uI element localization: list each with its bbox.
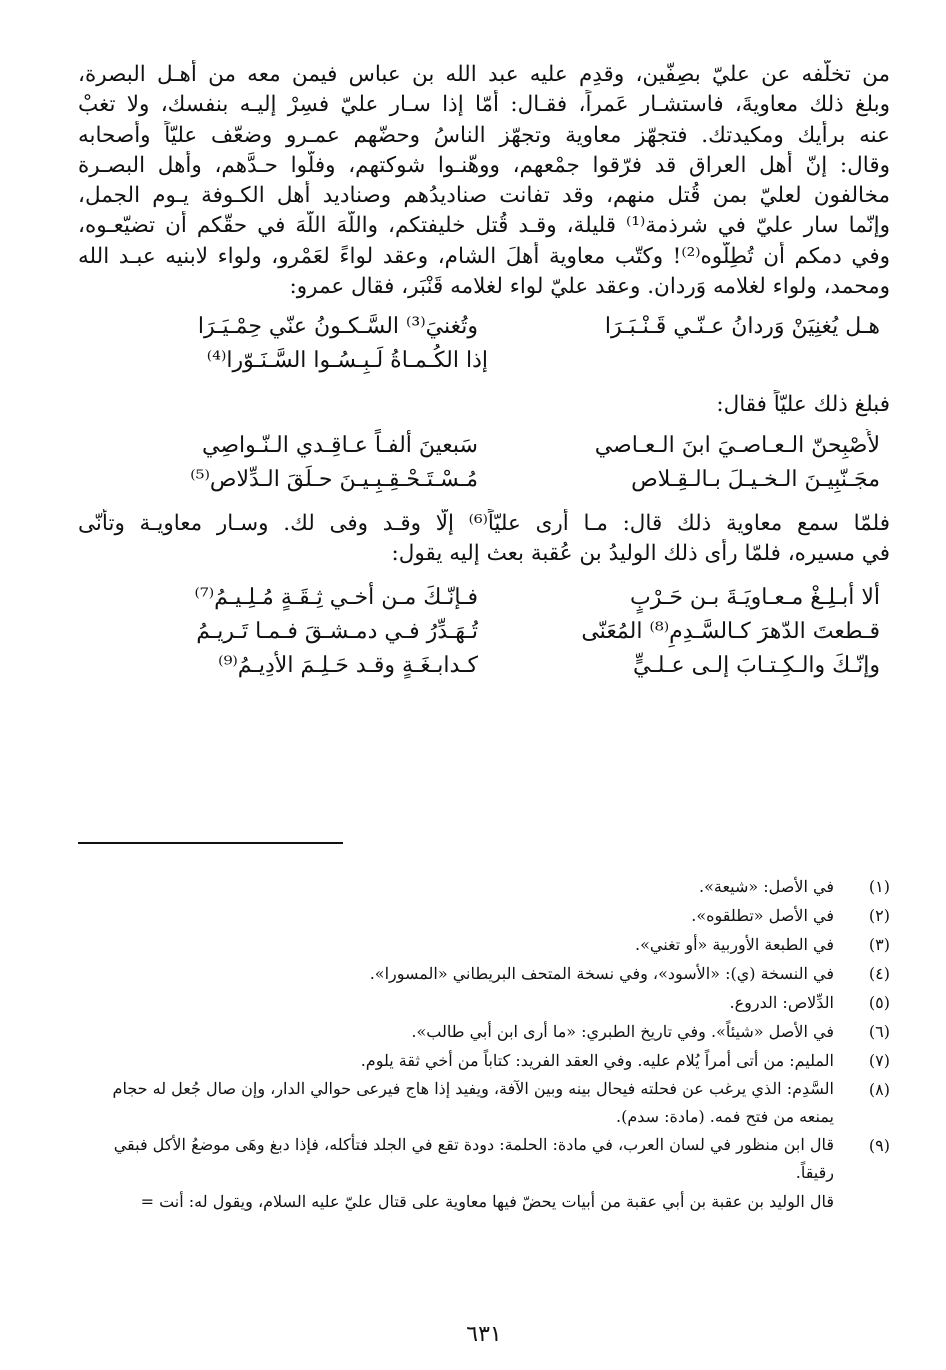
main-text-block-2 [78,390,890,420]
main-text-block-3 [78,509,890,570]
footnote-text: في الأصل «شيئاً». وفي تاريخ الطبري: «ما أرى ابن أبي طالب». [411,1022,834,1041]
text-line: فبلغ ذلك عليّاً فقال: [716,392,890,418]
text-line: عنه برأيك ومكيدتك. فتجهّز معاوية وتجهّز الناسُ وحضّهم عمـرو وضعّف عليّاً وأصحابه [78,122,890,148]
footnote-text: في الأصل «تطلقوه». [691,906,834,925]
verse-second-hemistich: إذا الكُـمـاةُ لَـبِـسُـوا السَّـنَـوّرا⁽⁴⁾ [206,348,488,374]
footnote [78,1017,890,1046]
verse-first-hemistich: ألا أبـلِـغْ مـعـاويَـةَ بـن حَـرْبٍ [630,585,880,611]
footnote-text: في النسخة (ي): «الأسود»، وفي نسخة المتحف البريطاني «المسورا». [369,964,834,983]
footnote [78,988,890,1017]
verse-second-hemistich: تُـهَـدِّرُ فـي دمـشـقَ فـمـا تَـريـمُ [196,619,478,645]
footnote-text: المليم: من أتى أمراً يُلام عليه. وفي العقد الفريد: كتاباً من أخي ثقة يلوم. [360,1051,834,1070]
page-number: ٦٣١ [466,1322,502,1347]
footnote [78,930,890,959]
verse-first-hemistich: قـطعتَ الدّهرَ كـالسَّـدِمِ⁽⁸⁾ المُعَنّى [581,619,880,645]
footnote [78,1131,890,1187]
footnote [78,872,890,901]
verse-line [78,310,890,344]
verse-line [78,344,890,378]
footnote-text: السَّدِم: الذي يرغب عن فحلته فيحال بينه وبين الآفة، ويفيد إذا هاج فيرعى حوالي الدار، وإن صال جُعل له حجام يمنعه من فتح فمه. (مادة: سدم). [112,1079,834,1126]
verse-line [78,581,890,615]
footnote-text: في الأصل: «شيعة». [698,877,834,896]
verse-second-hemistich: وتُغنيَ⁽³⁾ السَّـكـونُ عنّي حِمْـيَـرَا [197,314,478,340]
footnote-number: (٤) [868,964,890,983]
verse-second-hemistich: سَبعينَ ألفـاً عـاقِـدي الـنّـواصِي [202,432,478,458]
main-text-block-1 [78,60,890,302]
footnote-number: (٢) [868,906,890,925]
footnote-number: (٣) [868,935,890,954]
verse-second-hemistich: فـإنّـكَ مـن أخـي ثِـقَـةٍ مُـلِـيـمُ⁽⁷⁾ [194,585,478,611]
poem-walid [78,581,890,683]
verse-line [78,649,890,683]
book-page [78,60,890,1350]
text-line: فلمّا سمع معاوية ذلك قال: مـا أرى عليّاً⁽⁶⁾ إلّا وقـد وفى لك. وسـار معاويـة وتأنّى [78,510,890,536]
text-line: وفي دمكم أن تُطِلّوه⁽²⁾! وكتّب معاوية أهلَ الشام، وعقد لواءً لعَمْرو، ولواء لابنيه عبـد الله [78,243,890,269]
verse-second-hemistich: كـدابـغَـةٍ وقـد حَـلِـمَ الأدِيـمُ⁽⁹⁾ [218,653,478,679]
verse-first-hemistich: هـل يُغنِيَنْ وَردانُ عـنّـي قَـنْـبَـرَا [604,314,880,340]
text-line: في مسيره، فلمّا رأى ذلك الوليدُ بن عُقبة بعث إليه يقول: [391,540,890,566]
footnote [78,959,890,988]
footnote-text: الدِّلاص: الدروع. [729,993,834,1012]
verse-first-hemistich: مجَـنّبِيـنَ الـخـيـلَ بـالـقِـلاص [631,466,880,492]
footnote-separator [78,842,343,844]
footnote-number: (١) [868,877,890,896]
footnote-number: (٩) [868,1136,890,1155]
footnote [78,1046,890,1075]
poem-ali [78,429,890,497]
text-line: ومحمد، ولواء لغلامه وَردان. وعقد عليّ لواء لغلامه قَنْبَر، فقال عمرو: [289,274,890,300]
footnote-number: (٧) [868,1051,890,1070]
footnote-number: (٦) [868,1022,890,1041]
footnote [78,901,890,930]
poem-amr [78,310,890,378]
text-line: من تخلّفه عن عليّ بصِفّين، وقدِم عليه عبد الله بن عباس فيمن معه من أهـل البصرة، [78,62,890,87]
text-line: وبلغ ذلك معاويةَ، فاستشـار عَمراً، فقـال: أمّا إذا سـار عليّ فسِرْ إليـه بنفسك، ولا تغبْ [78,92,890,118]
footnote-text: قال ابن منظور في لسان العرب، في مادة: الحلمة: دودة تقع في الجلد فتأكله، فإذا دبغ وهَى موضعُ الأكل فبقي رقيقاً. [113,1135,834,1182]
footnote-number: (٨) [868,1080,890,1099]
verse-first-hemistich: لأُصْبِحنّ الـعـاصـيَ ابنَ الـعـاصي [594,432,880,458]
footnote [78,1075,890,1131]
verse-line [78,615,890,649]
footnote-text: في الطبعة الأوربية «أو تغني». [635,935,834,954]
text-line: مخالفون لعليّ بمن قُتل منهم، وقد تفانت صناديدُهم وصناديد أهل الكـوفة يـوم الجمل، [78,183,890,209]
verse-second-hemistich: مُـسْـتَـحْـقِـبِـيـنَ حـلَقَ الـدِّلاص⁽⁵⁾ [190,466,478,492]
verse-first-hemistich: وإنّـكَ والـكِـتـابَ إلـى عـلـيٍّ [632,653,880,679]
verse-first-hemistich [550,344,880,378]
verse-line [78,429,890,463]
footnote-continuation: قال الوليد بن عقبة بن أبي عقبة من أبيات يحضّ فيها معاوية على قتال عليّ عليه السلام، ويقول له: أنت = [140,1192,834,1211]
text-line: وإنّما سار عليّ في شرذمة⁽¹⁾ قليلة، وقـد قُتل خليفتكم، واللّهَ اللّهَ في حقّكم أن تضيّعـوه، [78,213,890,239]
footnotes [78,872,890,1216]
text-line: وقال: إنّ أهل العراق قد فرّقوا جمْعهم، ووهّنـوا شوكتهم، وفلّوا حـدَّهم، وأهل البصـرة [78,152,890,178]
verse-line [78,463,890,497]
footnote-number: (٥) [868,993,890,1012]
